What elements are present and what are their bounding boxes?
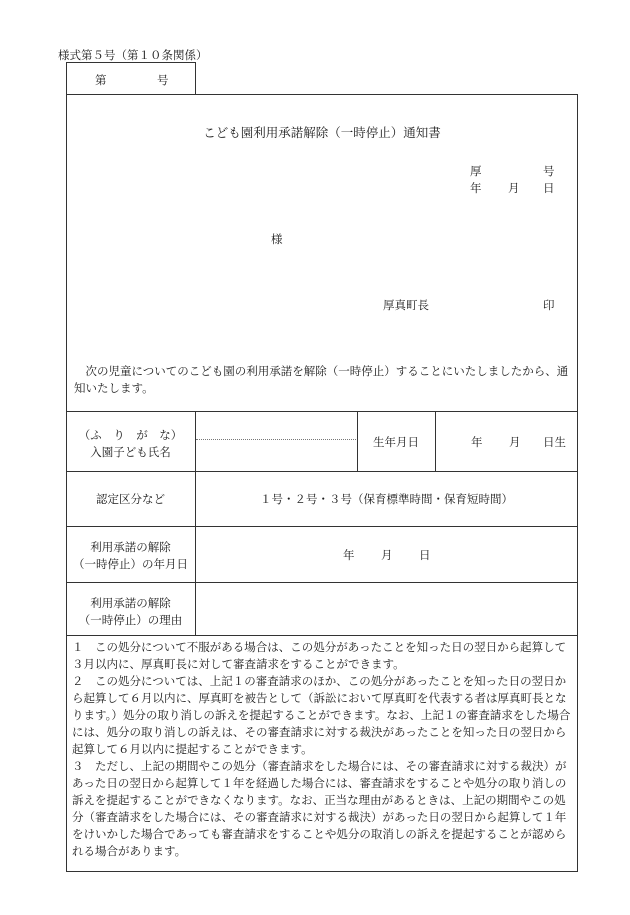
- child-name-label: 入園子ども氏名: [90, 445, 171, 459]
- birth-month: 月: [509, 435, 521, 449]
- birth-year: 年: [471, 435, 483, 449]
- issue-year: 年: [470, 181, 482, 195]
- ref-suffix: 号: [543, 164, 555, 178]
- child-name-field[interactable]: [196, 440, 356, 470]
- release-date-label-2: （一時停止）の年月日: [73, 557, 188, 571]
- number-box: [66, 62, 196, 95]
- table-bottom-line: [66, 635, 578, 636]
- issue-month: 月: [508, 181, 520, 195]
- birthdate-label: 生年月日: [373, 435, 419, 449]
- release-date-label: 利用承諾の解除: [90, 540, 171, 554]
- reason-field[interactable]: [196, 583, 577, 634]
- issuer-name: 厚真町長: [383, 298, 429, 312]
- ref-prefix: 厚: [470, 164, 482, 178]
- birth-day: 日生: [543, 435, 566, 449]
- table-birth-divider: [435, 411, 436, 471]
- furigana-label: （ふ り が な）: [78, 428, 183, 442]
- note-3: ３ ただし、上記の期間やこの処分（審査請求をした場合には、その審査請求に対する裁決）があった日の翌日から起算して１年を経過した場合には、審査請求をすることや処分の取り消しの訴えを提起することができなくなります。なお、正当な理由があるときは、上記の期間やこの処分（審査請求をした場合には、その審査請求に対する裁決）があった日の翌日から起算して１年をけいかした場合であっても審査請求をすることや処分の取消しの訴えを提起することが認められる場合があります。: [72, 759, 567, 858]
- release-month: 月: [381, 548, 393, 562]
- cert-label: 認定区分など: [96, 492, 165, 506]
- seal-mark: 印: [543, 298, 555, 312]
- reason-label: 利用承諾の解除: [90, 596, 171, 610]
- table-line-2: [66, 526, 578, 527]
- recipient-honorific: 様: [271, 232, 283, 246]
- release-year: 年: [343, 548, 355, 562]
- release-day: 日: [419, 548, 431, 562]
- form-label: 様式第５号（第１０条関係）: [58, 48, 208, 62]
- intro-text: 次の児童についてのこども園の利用承諾を解除（一時停止）することにいたしましたから、通知いたします。: [74, 364, 569, 395]
- issue-day: 日: [543, 181, 555, 195]
- reason-label-2: （一時停止）の理由: [78, 613, 183, 627]
- page-title: こども園利用承諾解除（一時停止）通知書: [203, 125, 441, 140]
- note-1: １ この処分について不服がある場合は、この処分があったことを知った日の翌日から起算して３月以内に、厚真町長に対して審査請求をすることができます。: [72, 640, 567, 671]
- number-dai: 第: [95, 73, 107, 87]
- note-2: ２ この処分については、上記１の審査請求のほか、この処分があったことを知った日の翌日から起算して６月以内に、厚真町を被告として（訴訟において厚真町を代表する者は厚真町長となります。）処分の取り消しの訴えを提起することができます。なお、上記１の審査請求をした場合には、処分の取り消しの訴えは、その審査請求に対する裁決があったことを知った日の翌日から起算して６月以内に提起することができます。: [72, 674, 571, 756]
- cert-value: １号・２号・３号（保育標準時間・保育短時間）: [260, 492, 513, 506]
- number-go: 号: [157, 73, 169, 87]
- notes-section: [72, 639, 574, 860]
- furigana-field[interactable]: [196, 412, 356, 438]
- table-line-1: [66, 471, 578, 472]
